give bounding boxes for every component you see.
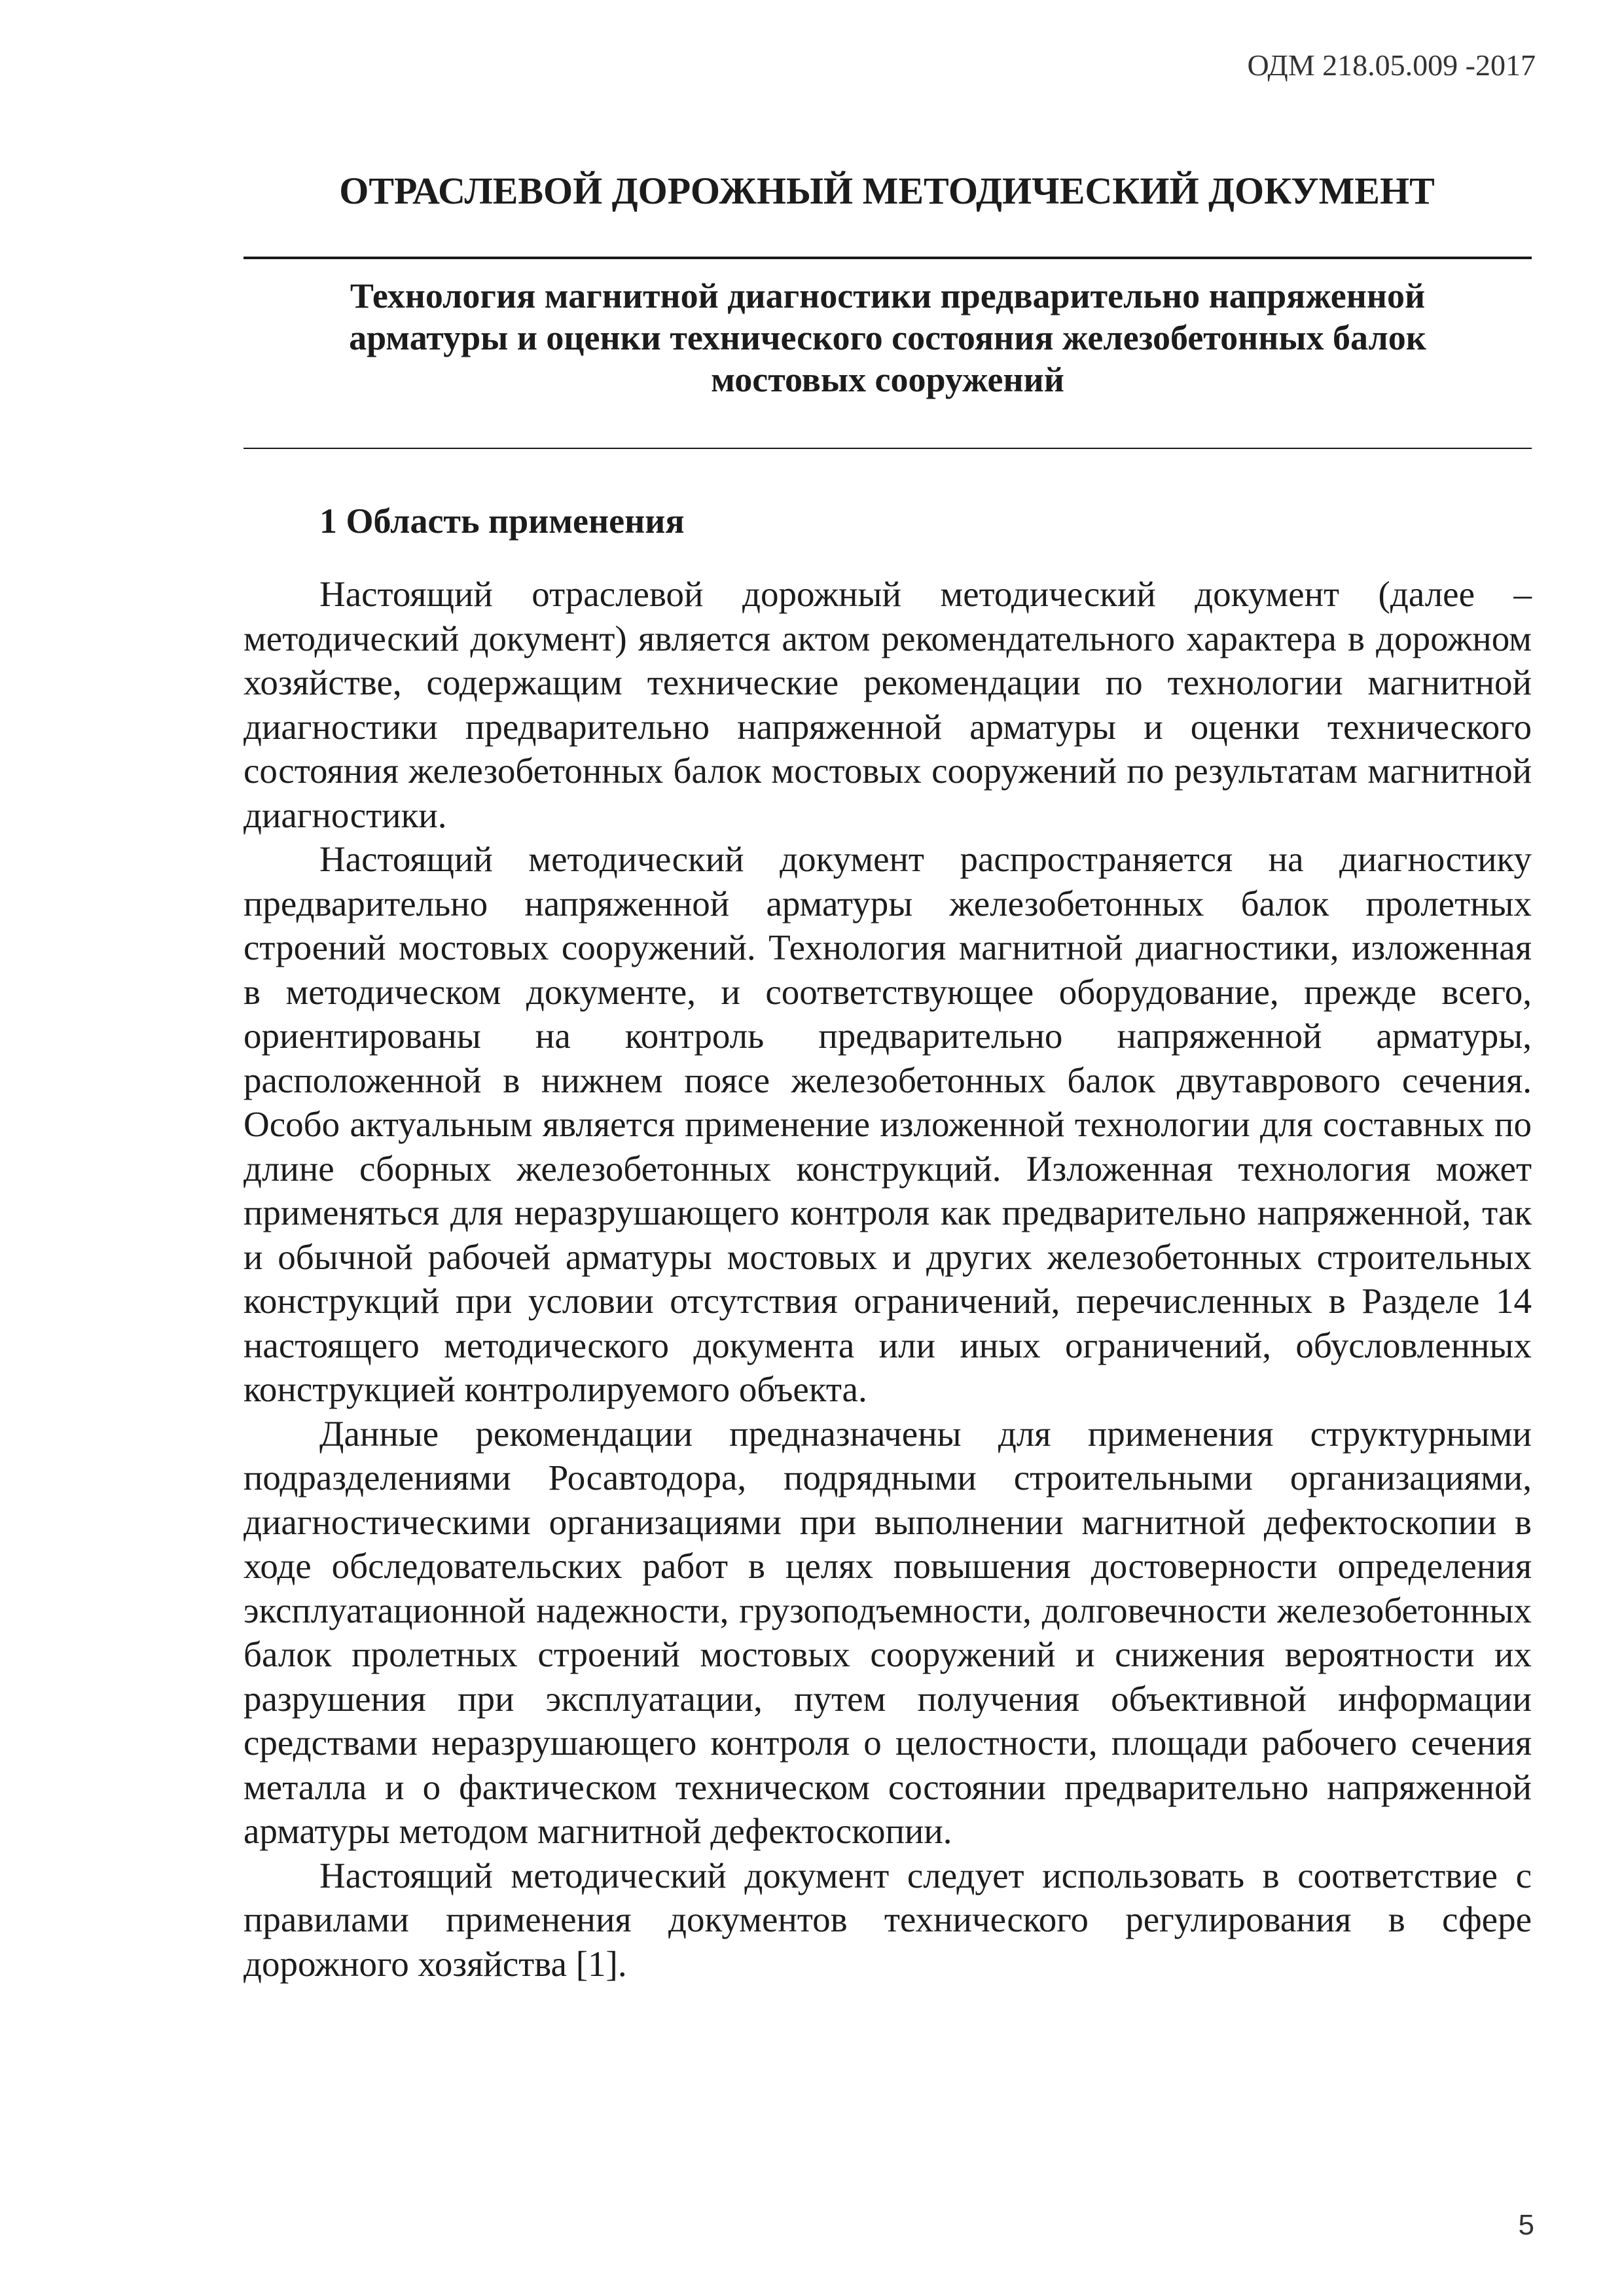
paragraph: Данные рекомендации предназначены для применения структурными подразделениями Росавтодора, подрядными строительными организациями, диагностическими организациями при выполнении магнитной дефектоскопии в ходе обследовательских работ в целях повышения достоверности определения эксплуатационной надежности, грузоподъемности, долговечности железобетонных балок пролетных строений мостовых сооружений и снижения вероятности их разрушения при эксплуатации, путем получения объективной информации средствами неразрушающего контроля о целостности, площади рабочего сечения металла и о фактическом техническом состоянии предварительно напряженной арматуры методом магнитной дефектоскопии. — [244, 1413, 1532, 1851]
document-code: ОДМ 218.05.009 -2017 — [1247, 48, 1536, 82]
subtitle-line: мостовых сооружений — [711, 360, 1064, 399]
paragraph: Настоящий методический документ распространяется на диагностику предварительно напряженной арматуры железобетонных балок пролетных строений мостовых сооружений. Технология магнитной диагностики, изложенная в методическом документе, и соответствующее оборудование, прежде всего, ориентированы на контроль предварительно напряженной арматуры, расположенной в нижнем поясе железобетонных балок двутаврового сечения. Особо актуальным является применение изложенной технологии для составных по длине сборных железобетонных конструкций. Изложенная технология может применяться для неразрушающего контроля как предварительно напряженной, так и обычной рабочей арматуры мостовых и других железобетонных строительных конструкций при условии отсутствия ограничений, перечисленных в Разделе 14 настоящего методического документа или иных ограничений, обусловленных конструкцией контролируемого объекта. — [244, 839, 1532, 1409]
paragraph: Настоящий отраслевой дорожный методический документ (далее – методический документ) является актом рекомендательного характера в дорожном хозяйстве, содержащим технические рекомендации по технологии магнитной диагностики предварительно напряженной арматуры и оценки технического состояния железобетонных балок мостовых сооружений по результатам магнитной диагностики. — [244, 574, 1532, 835]
subtitle-divider — [244, 448, 1532, 449]
subtitle-line: арматуры и оценки технического состояния железобетонных балок — [349, 318, 1426, 357]
document-subtitle — [244, 275, 1532, 401]
title-divider — [244, 257, 1532, 259]
subtitle-line: Технология магнитной диагностики предварительно напряженной — [350, 276, 1426, 315]
paragraph: Настоящий методический документ следует использовать в соответствие с правилами применения документов технического регулирования в сфере дорожного хозяйства [1]. — [244, 1855, 1532, 1984]
page-number: 5 — [1518, 2209, 1534, 2241]
section-body — [244, 572, 1532, 1986]
document-type-title: ОТРАСЛЕВОЙ ДОРОЖНЫЙ МЕТОДИЧЕСКИЙ ДОКУМЕНТ — [339, 170, 1435, 212]
section-heading: 1 Область применения — [319, 501, 685, 541]
